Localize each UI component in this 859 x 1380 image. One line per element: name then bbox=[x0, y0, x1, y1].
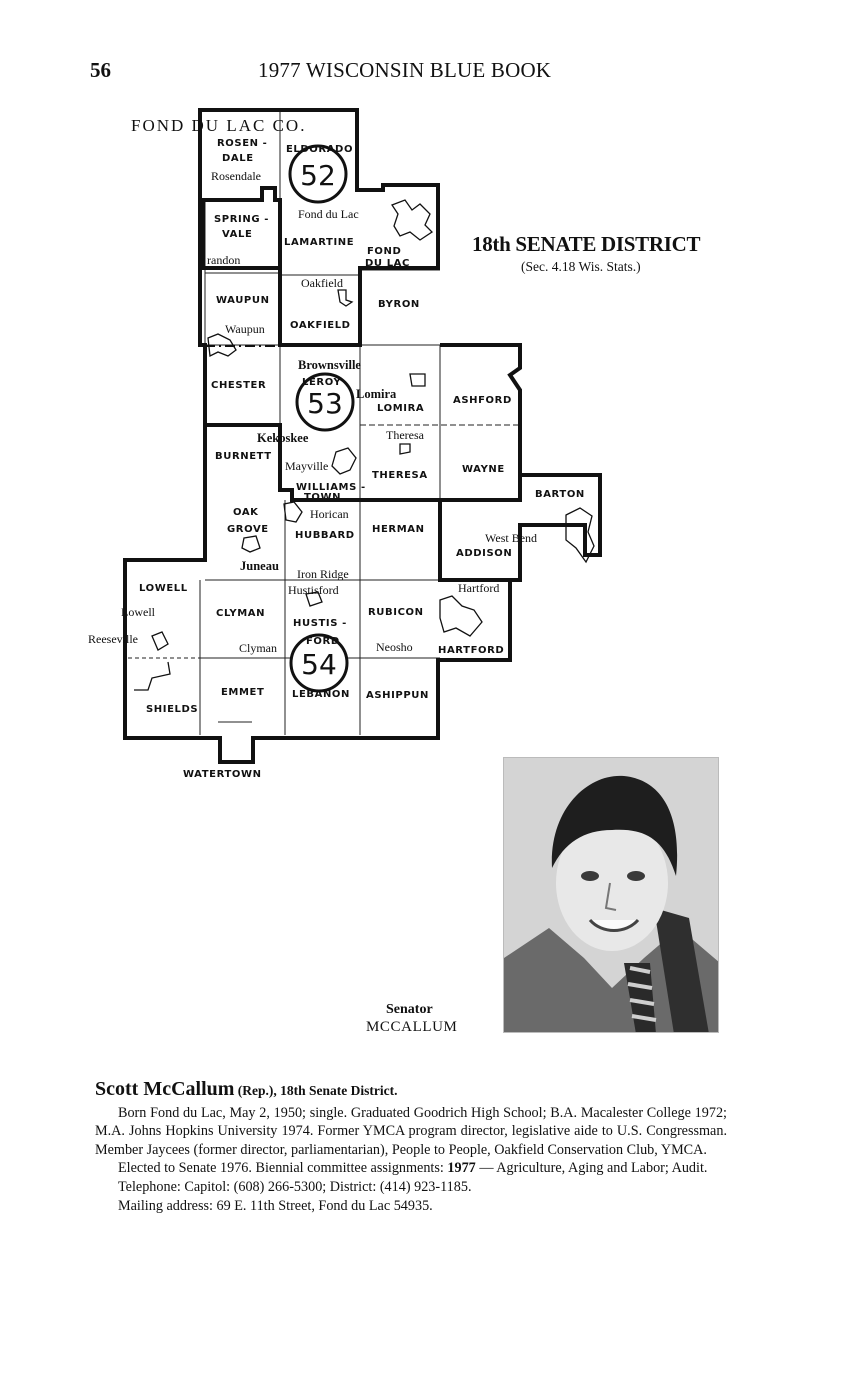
bio-heading bbox=[95, 1080, 727, 1101]
city-label: Mayville bbox=[285, 459, 329, 473]
city-label: Lowell bbox=[121, 605, 155, 619]
senator-biography bbox=[95, 1080, 727, 1215]
hartford-city-outline bbox=[440, 596, 482, 636]
committee-year: 1977 bbox=[447, 1160, 476, 1177]
city-label: Juneau bbox=[240, 559, 279, 573]
west-bend-city-outline bbox=[566, 508, 594, 562]
town-label: DALE bbox=[222, 153, 254, 164]
district-53-outline bbox=[205, 425, 600, 580]
town-label: BYRON bbox=[378, 299, 420, 310]
city-label: Iron Ridge bbox=[297, 567, 349, 581]
lomira-city-outline bbox=[410, 374, 425, 386]
town-label: SHIELDS bbox=[146, 704, 199, 715]
city-label: Kekoskee bbox=[257, 431, 309, 445]
town-label: THERESA bbox=[372, 470, 428, 481]
town-label: HUSTIS - bbox=[293, 618, 347, 629]
town-label: LAMARTINE bbox=[284, 237, 355, 248]
town-label: WATERTOWN bbox=[183, 769, 262, 780]
city-label: Horican bbox=[310, 507, 349, 521]
town-label: GROVE bbox=[227, 524, 269, 535]
city-label: Waupun bbox=[225, 322, 265, 336]
city-label: Neosho bbox=[376, 640, 413, 654]
town-label: FOND bbox=[367, 246, 402, 257]
oakfield-city-outline bbox=[338, 290, 352, 306]
city-label: Clyman bbox=[239, 641, 277, 655]
committee-list: — Agriculture, Aging and Labor; Audit. bbox=[475, 1160, 708, 1177]
city-label: Lomira bbox=[356, 387, 397, 401]
town-label: HUBBARD bbox=[295, 530, 355, 541]
page-number: 56 bbox=[90, 58, 111, 82]
city-label: West Bend bbox=[485, 531, 538, 545]
city-label: Hartford bbox=[458, 581, 500, 595]
town-label: FORD bbox=[306, 636, 340, 647]
town-label: WILLIAMS - bbox=[296, 482, 366, 493]
town-label: LOMIRA bbox=[377, 403, 425, 414]
photo-caption-name: MCCALLUM bbox=[366, 1019, 458, 1035]
running-head: 1977 WISCONSIN BLUE BOOK bbox=[258, 58, 552, 82]
town-label: LEBANON bbox=[292, 689, 351, 700]
town-label: ELDORADO bbox=[286, 144, 354, 155]
town-label: ASHIPPUN bbox=[366, 690, 429, 701]
town-label: ADDISON bbox=[456, 548, 513, 559]
town-label: HERMAN bbox=[372, 524, 425, 535]
town-label: DU LAC bbox=[365, 258, 410, 269]
city-label: Theresa bbox=[386, 428, 424, 442]
committee-text: Elected to Senate 1976. Biennial committee assignments: bbox=[118, 1160, 448, 1177]
horicon-city-outline bbox=[284, 502, 302, 522]
bio-telephone: Telephone: Capitol: (608) 266-5300; District: (414) 923-1185. bbox=[118, 1178, 472, 1195]
mayville-city-outline bbox=[332, 448, 356, 474]
town-label: CHESTER bbox=[211, 380, 267, 391]
district-title: 18th SENATE DISTRICT bbox=[472, 232, 701, 256]
shields-boundary-detail bbox=[134, 662, 170, 690]
county-label: FOND DU LAC CO. bbox=[131, 116, 307, 135]
city-label: Brownsville bbox=[298, 358, 361, 372]
town-label: VALE bbox=[222, 229, 253, 240]
city-label: Hustisford bbox=[288, 583, 339, 597]
juneau-city-outline bbox=[242, 536, 260, 552]
town-label: CLYMAN bbox=[216, 608, 266, 619]
bio-committee-paragraph bbox=[95, 1159, 727, 1178]
assembly-district-boundaries bbox=[125, 110, 600, 762]
town-label: BURNETT bbox=[215, 451, 272, 462]
town-label: LOWELL bbox=[139, 583, 188, 594]
senator-portrait-photo bbox=[503, 757, 719, 1033]
city-label: Rosendale bbox=[211, 169, 261, 183]
senator-name: Scott McCallum bbox=[95, 1078, 235, 1100]
town-label: ASHFORD bbox=[453, 395, 512, 406]
town-label: OAKFIELD bbox=[290, 320, 351, 331]
district-subtitle: (Sec. 4.18 Wis. Stats.) bbox=[521, 259, 641, 274]
town-label: LEROY bbox=[302, 377, 342, 388]
town-label: WAYNE bbox=[462, 464, 505, 475]
bio-paragraph: Born Fond du Lac, May 2, 1950; single. Graduated Goodrich High School; B.A. Macalester College 1972; M.A. Johns Hopkins University 1974. Former YMCA program director, legislative aide to U.S. Congressman. Member Jaycees (former director, parliamentarian), People to People, Oakfield Conservation Club, YMCA. bbox=[95, 1104, 727, 1158]
fond-du-lac-city-outline bbox=[392, 200, 432, 240]
bio-mailing-address: Mailing address: 69 E. 11th Street, Fond du Lac 54935. bbox=[118, 1197, 433, 1214]
town-label: SPRING - bbox=[214, 214, 269, 225]
district-53-east-edge bbox=[440, 345, 520, 475]
town-label: OAK bbox=[233, 507, 259, 518]
district-54-number: 54 bbox=[301, 648, 337, 681]
city-label: Oakfield bbox=[301, 276, 343, 290]
town-label: EMMET bbox=[221, 687, 265, 698]
photo-caption-role: Senator bbox=[386, 1002, 433, 1017]
town-label: TOWN bbox=[304, 492, 342, 503]
assembly-district-markers bbox=[290, 146, 353, 691]
theresa-city-outline bbox=[400, 444, 410, 454]
city-label: Fond du Lac bbox=[298, 207, 359, 221]
town-label: ROSEN - bbox=[217, 138, 268, 149]
town-label: HARTFORD bbox=[438, 645, 505, 656]
party-district: (Rep.), 18th Senate District. bbox=[234, 1083, 398, 1098]
district-52-number: 52 bbox=[300, 159, 336, 192]
town-label: WAUPUN bbox=[216, 295, 270, 306]
city-label: Reeseville bbox=[88, 632, 138, 646]
town-label: RUBICON bbox=[368, 607, 424, 618]
reeseville-city-outline bbox=[152, 632, 168, 650]
district-53-number: 53 bbox=[307, 387, 343, 420]
town-label: BARTON bbox=[535, 489, 585, 500]
city-label: randon bbox=[207, 253, 241, 267]
